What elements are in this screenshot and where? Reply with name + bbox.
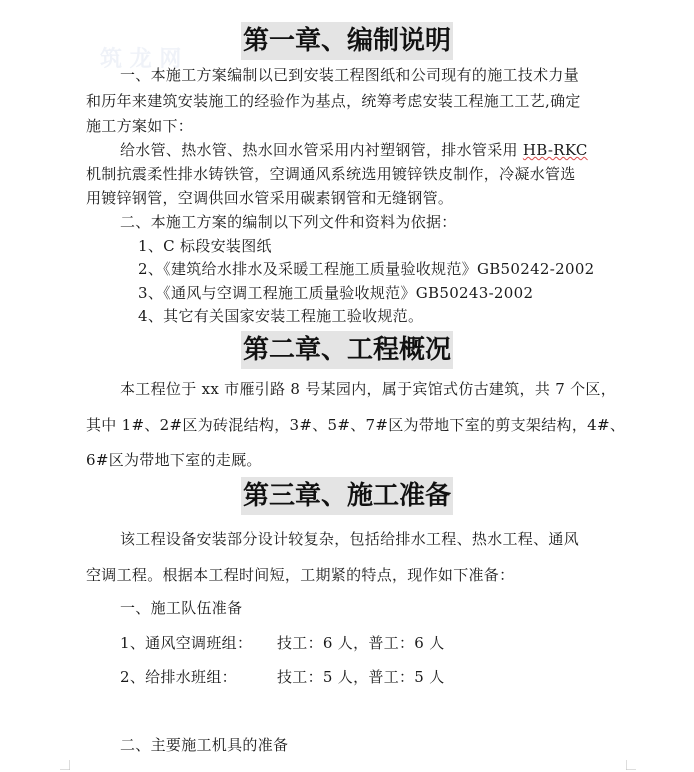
list-item: 2、《建筑给水排水及采暖工程施工质量验收规范》GB50242-2002 xyxy=(138,260,595,278)
watermark: 筑 龙 网 xyxy=(100,47,182,72)
spellcheck-word: HB-RKC xyxy=(522,141,588,159)
team-label: 2、给排水班组： xyxy=(120,668,237,686)
list-item: 1、C 标段安装图纸 xyxy=(138,237,272,255)
page-corner-mark xyxy=(60,760,70,770)
paragraph-line: 该工程设备安装部分设计较复杂，包括给排水工程、热水工程、通风 xyxy=(120,530,580,548)
page-corner-mark xyxy=(626,760,636,770)
chapter-3-heading: 第三章、施工准备 xyxy=(0,477,694,515)
paragraph-line: 用镀锌钢管，空调供回水管采用碳素钢管和无缝钢管。 xyxy=(86,189,454,207)
paragraph-line: 本工程位于 xx 市雁引路 8 号某园内，属于宾馆式仿古建筑，共 7 个区， xyxy=(120,380,617,398)
paragraph-line: 和历年来建筑安装施工的经验作为基点，统筹考虑安装工程施工工艺,确定 xyxy=(86,92,581,110)
section-heading: 一、施工队伍准备 xyxy=(120,599,243,617)
team-staffing: 技工：6 人，普工：6 人 xyxy=(277,634,445,652)
paragraph-line: 给水管、热水管、热水回水管采用内衬塑钢管，排水管采用 HB-RKC xyxy=(120,141,588,159)
paragraph-line: 二、本施工方案的编制以下列文件和资料为依据： xyxy=(120,213,457,231)
section-heading: 二、主要施工机具的准备 xyxy=(120,736,289,754)
list-item: 3、《通风与空调工程施工质量验收规范》GB50243-2002 xyxy=(138,284,534,302)
team-label: 1、通风空调班组： xyxy=(120,634,253,652)
paragraph-line: 机制抗震柔性排水铸铁管，空调通风系统选用镀锌铁皮制作，冷凝水管选 xyxy=(86,165,576,183)
list-item: 4、其它有关国家安装工程施工验收规范。 xyxy=(138,307,424,325)
paragraph-line: 其中 1#、2#区为砖混结构，3#、5#、7#区为带地下室的剪支架结构，4#、 xyxy=(86,416,626,434)
team-staffing: 技工：5 人，普工：5 人 xyxy=(277,668,445,686)
paragraph-line: 空调工程。根据本工程时间短，工期紧的特点，现作如下准备： xyxy=(86,566,515,584)
paragraph-line: 一、本施工方案编制以已到安装工程图纸和公司现有的施工技术力量 xyxy=(120,66,580,84)
chapter-2-heading: 第二章、工程概况 xyxy=(0,331,694,369)
paragraph-line: 6#区为带地下室的走厩。 xyxy=(86,451,262,469)
chapter-1-heading: 第一章、编制说明 xyxy=(0,22,694,60)
paragraph-line: 施工方案如下： xyxy=(86,117,194,135)
